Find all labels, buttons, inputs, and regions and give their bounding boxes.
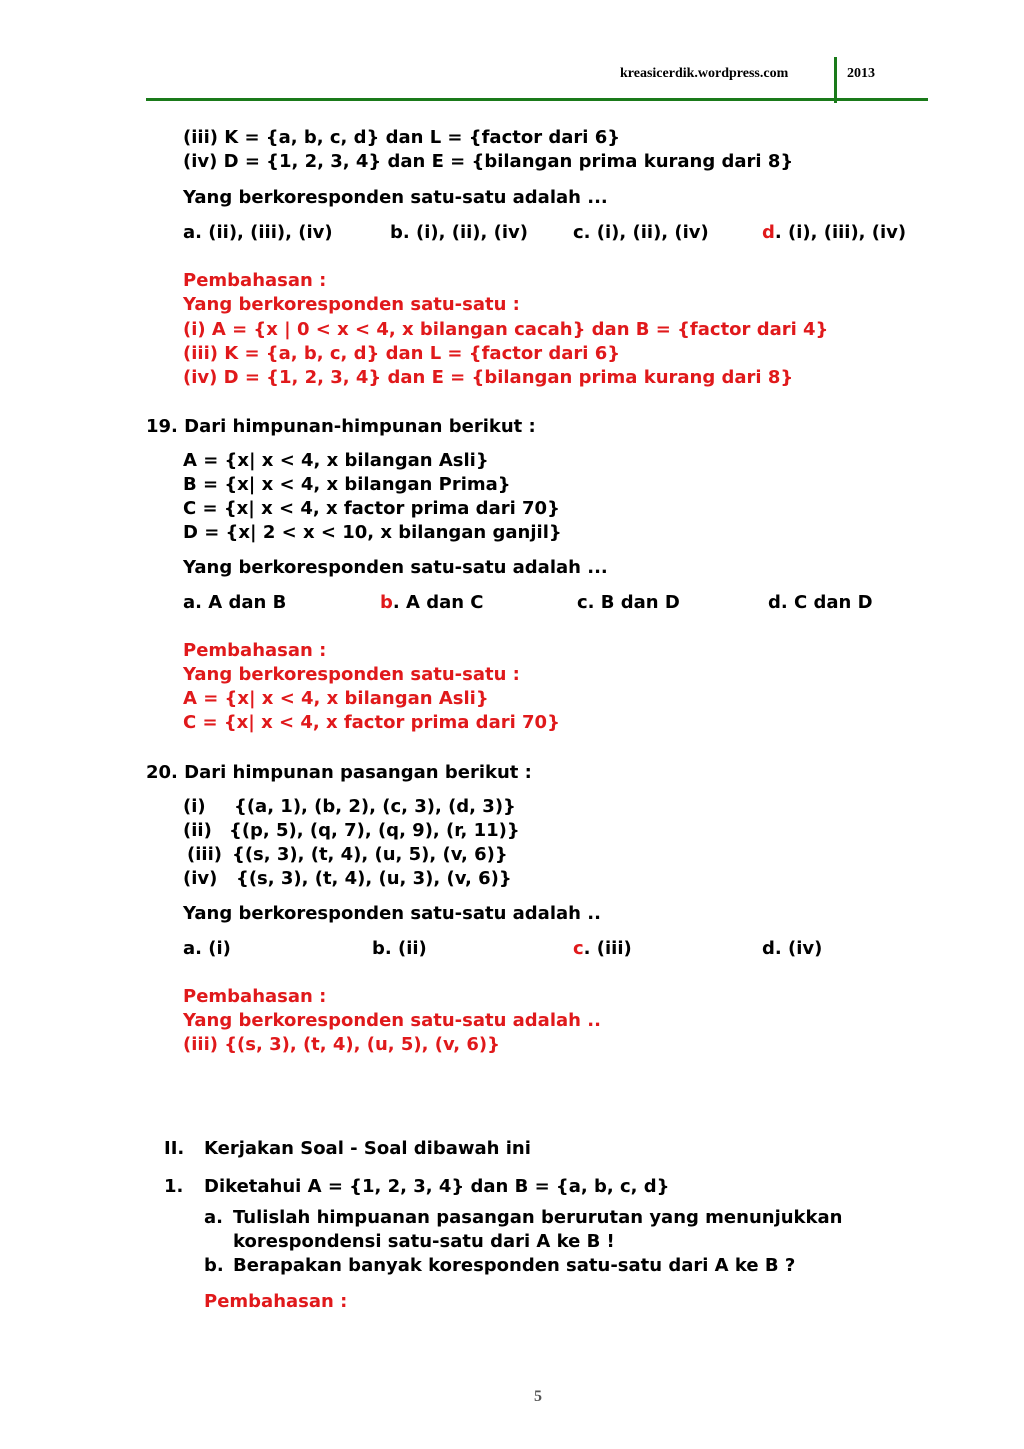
sub-b-text: Berapakan banyak koresponden satu-satu dari A ke B ? — [233, 1255, 796, 1276]
q19-solution-line: A = {x| x < 4, x bilangan Asli} — [183, 688, 489, 709]
header-site: kreasicerdik.wordpress.com — [620, 66, 789, 81]
q20-pair-i-set: {(a, 1), (b, 2), (c, 3), (d, 3)} — [234, 796, 516, 817]
q20-title: 20. Dari himpunan pasangan berikut : — [146, 762, 532, 783]
q19-option-b: b. A dan C — [380, 592, 484, 613]
q18-option-a: a. (ii), (iii), (iv) — [183, 222, 333, 243]
q18-option-d: d. (i), (iii), (iv) — [762, 222, 907, 243]
q20-pair-iii-set: {(s, 3), (t, 4), (u, 5), (v, 6)} — [232, 844, 508, 865]
q20-solution-label: Pembahasan : — [183, 986, 327, 1007]
q19-solution-label: Pembahasan : — [183, 640, 327, 661]
q18-option-b: b. (i), (ii), (iv) — [390, 222, 528, 243]
q20-option-d: d. (iv) — [762, 938, 823, 959]
answer-letter: b — [380, 592, 393, 613]
header-rule — [146, 98, 928, 101]
q19-option-d: d. C dan D — [768, 592, 873, 613]
q19-set-a: A = {x| x < 4, x bilangan Asli} — [183, 450, 489, 471]
q19-title: 19. Dari himpunan-himpunan berikut : — [146, 416, 536, 437]
q20-pair-i: (i) — [183, 796, 206, 817]
header-divider — [834, 57, 837, 103]
q19-set-c: C = {x| x < 4, x factor prima dari 70} — [183, 498, 560, 519]
q20-pair-iv-set: {(s, 3), (t, 4), (u, 3), (v, 6)} — [236, 868, 512, 889]
q20-solution-line: (iii) {(s, 3), (t, 4), (u, 5), (v, 6)} — [183, 1034, 500, 1055]
sub-a-line2: korespondensi satu-satu dari A ke B ! — [233, 1231, 615, 1252]
q18-solution-line: (iv) D = {1, 2, 3, 4} dan E = {bilangan prima kurang dari 8} — [183, 367, 794, 388]
answer-letter: d — [762, 222, 775, 243]
page-number: 5 — [534, 1388, 542, 1405]
q18-option-c: c. (i), (ii), (iv) — [573, 222, 709, 243]
q20-pair-ii: (ii) — [183, 820, 212, 841]
q20-pair-iii: (iii) — [187, 844, 222, 865]
q19-solution-line: Yang berkoresponden satu-satu : — [183, 664, 520, 685]
section-title: Kerjakan Soal - Soal dibawah ini — [204, 1138, 531, 1159]
q20-pair-ii-set: {(p, 5), (q, 7), (q, 9), (r, 11)} — [229, 820, 520, 841]
section-number: II. — [164, 1138, 185, 1159]
answer-letter: c — [573, 938, 584, 959]
q20-question: Yang berkoresponden satu-satu adalah .. — [183, 903, 601, 924]
q20-option-b: b. (ii) — [372, 938, 427, 959]
q19-set-d: D = {x| 2 < x < 10, x bilangan ganjil} — [183, 522, 562, 543]
q19-set-b: B = {x| x < 4, x bilangan Prima} — [183, 474, 511, 495]
q20-solution-line: Yang berkoresponden satu-satu adalah .. — [183, 1010, 601, 1031]
problem-text: Diketahui A = {1, 2, 3, 4} dan B = {a, b, c, d} — [204, 1176, 670, 1197]
q20-option-c: c. (iii) — [573, 938, 632, 959]
q18-line-iii: (iii) K = {a, b, c, d} dan L = {factor dari 6} — [183, 127, 621, 148]
section-solution-label: Pembahasan : — [204, 1291, 348, 1312]
q18-question: Yang berkoresponden satu-satu adalah ... — [183, 187, 608, 208]
sub-b-letter: b. — [204, 1255, 224, 1276]
q18-line-iv: (iv) D = {1, 2, 3, 4} dan E = {bilangan prima kurang dari 8} — [183, 151, 794, 172]
q18-solution-label: Pembahasan : — [183, 270, 327, 291]
q20-pair-iv: (iv) — [183, 868, 218, 889]
q20-option-a: a. (i) — [183, 938, 231, 959]
q19-option-a: a. A dan B — [183, 592, 287, 613]
q18-solution-line: (i) A = {x | 0 < x < 4, x bilangan cacah} dan B = {factor dari 4} — [183, 319, 829, 340]
q18-solution-line: Yang berkoresponden satu-satu : — [183, 294, 520, 315]
q19-question: Yang berkoresponden satu-satu adalah ... — [183, 557, 608, 578]
q19-solution-line: C = {x| x < 4, x factor prima dari 70} — [183, 712, 560, 733]
q19-option-c: c. B dan D — [577, 592, 680, 613]
sub-a-line1: Tulislah himpuanan pasangan berurutan yang menunjukkan — [233, 1207, 843, 1228]
problem-number: 1. — [164, 1176, 184, 1197]
sub-a-letter: a. — [204, 1207, 223, 1228]
header-year: 2013 — [847, 66, 875, 81]
q18-solution-line: (iii) K = {a, b, c, d} dan L = {factor dari 6} — [183, 343, 621, 364]
